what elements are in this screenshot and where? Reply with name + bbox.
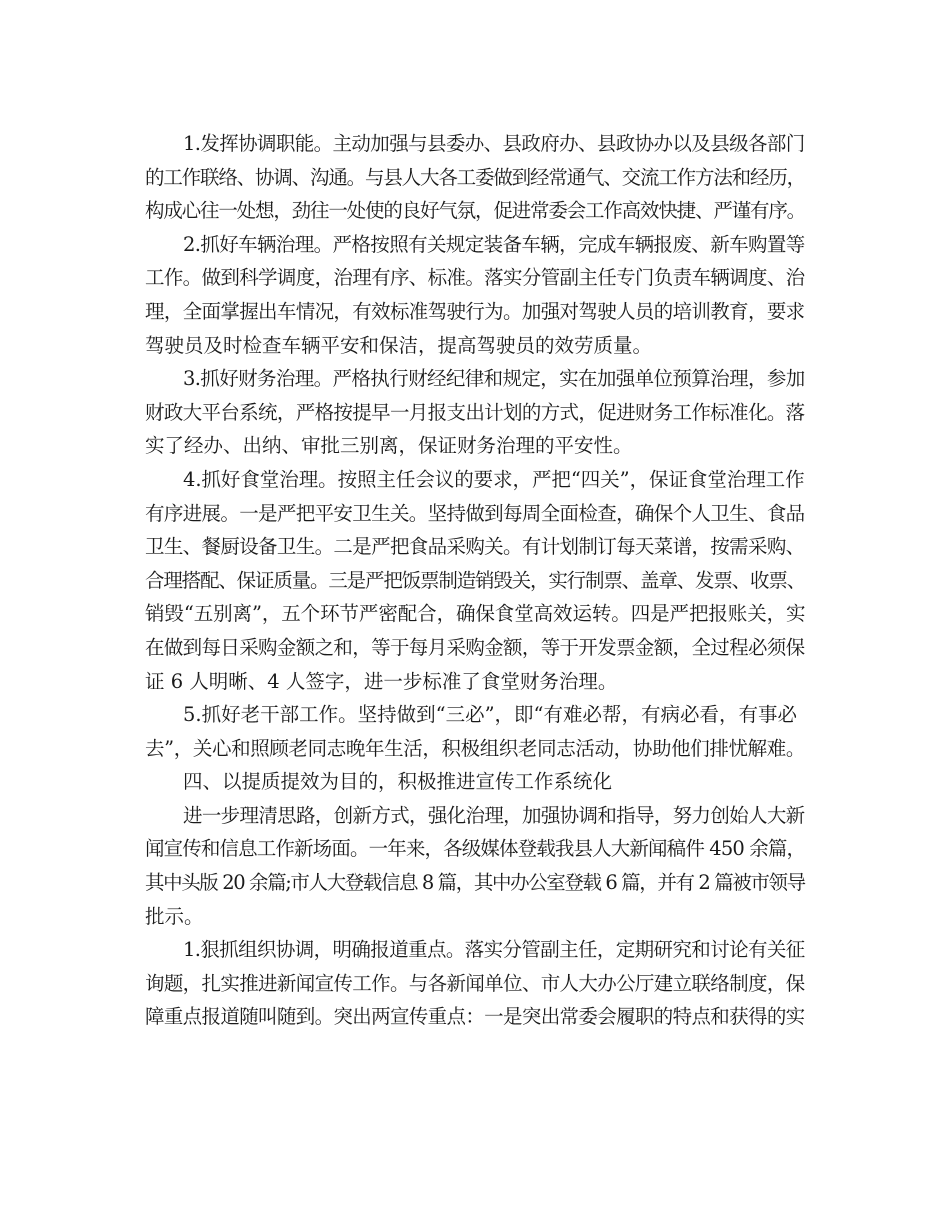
text-line: 去”，关心和照顾老同志晚年生活，积极组织老同志活动，协助他们排忧解难。 bbox=[145, 736, 805, 760]
text-line: 构成心往一处想，劲往一处使的良好气氛，促进常委会工作高效快捷、严谨有序。 bbox=[145, 199, 806, 223]
text-line: 闻宣传和信息工作新场面。一年来，各级媒体登载我县人大新闻稿件 450 余篇， bbox=[145, 837, 806, 861]
text-line: 1.狠抓组织协调，明确报道重点。落实分管副主任，定期研究和讨论有关征 bbox=[183, 938, 805, 962]
text-line: 障重点报道随叫随到。突出两宣传重点：一是突出常委会履职的特点和获得的实 bbox=[145, 1005, 805, 1029]
text-line: 批示。 bbox=[145, 904, 204, 928]
text-line: 证 6 人明晰、4 人签字，进一步标准了食堂财务治理。 bbox=[145, 669, 618, 693]
text-line: 1.发挥协调职能。主动加强与县委办、县政府办、县政协办以及县级各部门 bbox=[183, 132, 805, 155]
text-line: 工作。做到科学调度，治理有序、标准。落实分管副主任专门负责车辆调度、治 bbox=[145, 266, 805, 290]
text-line: 5.抓好老干部工作。坚持做到“三必”，即“有难必帮，有病必看，有事必 bbox=[183, 703, 798, 727]
text-line: 3.抓好财务治理。严格执行财经纪律和规定，实在加强单位预算治理，参加 bbox=[183, 367, 805, 391]
text-line: 其中头版 20 余篇;市人大登载信息 8 篇，其中办公室登载 6 篇，并有 2 篇被市领导 bbox=[145, 871, 805, 895]
text-line: 4.抓好食堂治理。按照主任会议的要求，严把“四关”，保证食堂治理工作 bbox=[183, 467, 805, 491]
text-line: 询题，扎实推进新闻宣传工作。与各新闻单位、市人大办公厅建立联络制度，保 bbox=[145, 971, 805, 995]
text-line: 合理搭配、保证质量。三是严把饭票制造销毁关，实行制票、盖章、发票、收票、 bbox=[145, 568, 806, 592]
text-line: 销毁“五别离”，五个环节严密配合，确保食堂高效运转。四是严把报账关，实 bbox=[145, 602, 806, 626]
text-line: 驾驶员及时检查车辆平安和保洁，提高驾驶员的效劳质量。 bbox=[145, 333, 653, 357]
text-line: 四、以提质提效为目的，积极推进宣传工作系统化 bbox=[183, 770, 613, 794]
document-body bbox=[145, 127, 805, 1034]
text-line: 2.抓好车辆治理。严格按照有关规定装备车辆，完成车辆报废、新车购置等 bbox=[183, 232, 805, 256]
text-line: 卫生、餐厨设备卫生。二是严把食品采购关。有计划制订每天菜谱，按需采购、 bbox=[145, 535, 805, 559]
text-line: 有序进展。一是严把平安卫生关。坚持做到每周全面检查，确保个人卫生、食品 bbox=[145, 501, 805, 525]
text-line: 的工作联络、协调、沟通。与县人大各工委做到经常通气、交流工作方法和经历， bbox=[145, 165, 806, 189]
text-line: 进一步理清思路，创新方式，强化治理，加强协调和指导，努力创始人大新 bbox=[183, 803, 805, 827]
text-line: 财政大平台系统，严格按提早一月报支出计划的方式，促进财务工作标准化。落 bbox=[145, 400, 805, 424]
text-line: 理，全面掌握出车情况，有效标准驾驶行为。加强对驾驶人员的培训教育，要求 bbox=[145, 299, 805, 323]
text-line: 实了经办、出纳、审批三别离，保证财务治理的平安性。 bbox=[145, 434, 633, 458]
text-line: 在做到每日采购金额之和，等于每月采购金额，等于开发票金额，全过程必须保 bbox=[145, 635, 805, 659]
